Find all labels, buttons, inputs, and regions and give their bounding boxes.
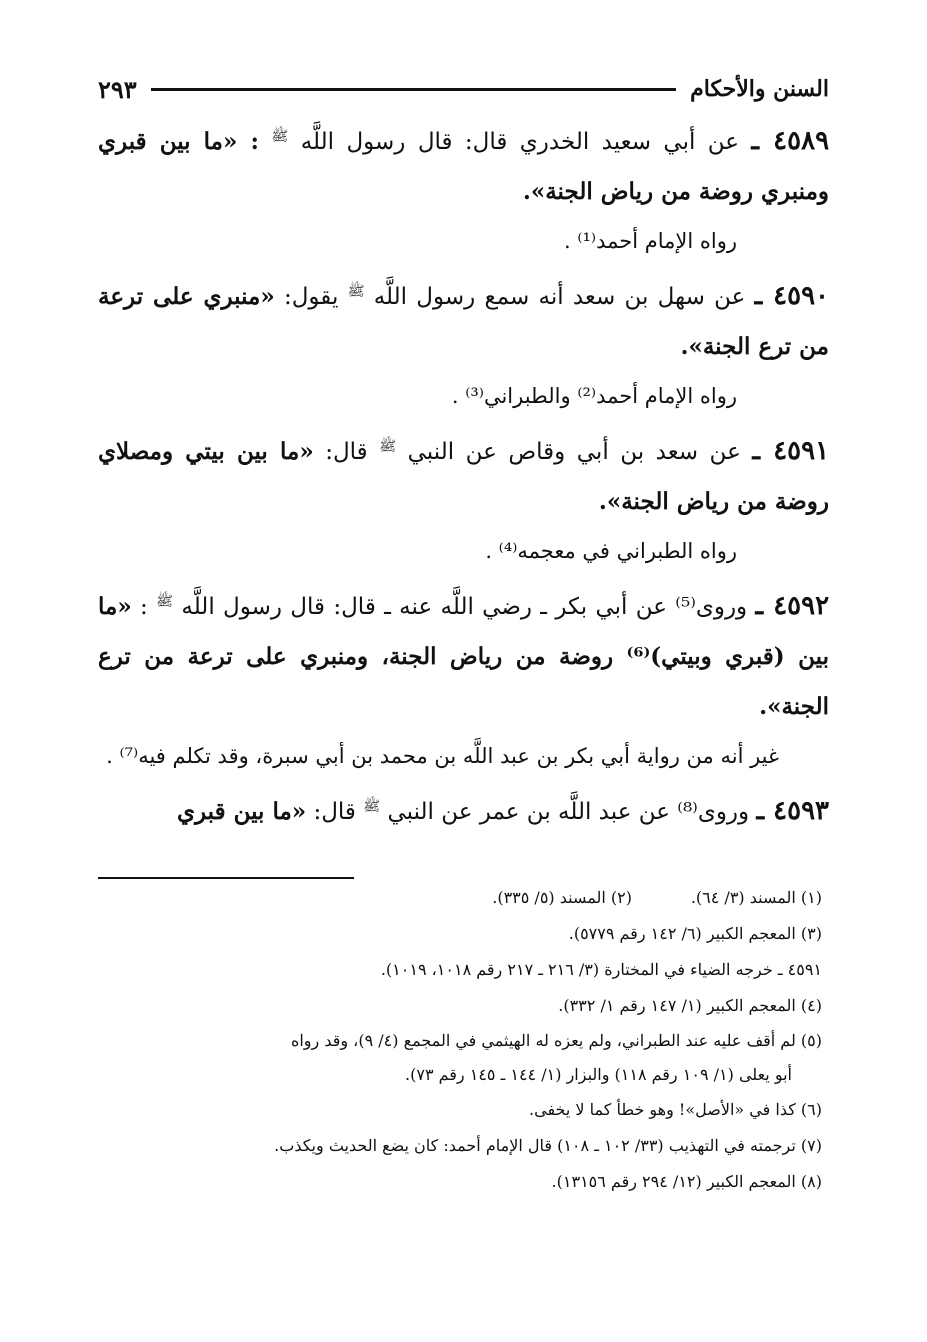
footnote-row xyxy=(98,880,822,916)
page-body xyxy=(98,116,829,843)
salutation-glyph: ﷺ xyxy=(156,593,174,610)
hadith-intro-after: يقول: xyxy=(283,284,339,310)
footnote-separator xyxy=(98,877,354,879)
header-rule xyxy=(151,88,676,91)
footnote-2: (٢) المسند (٥/ ٣٣٥). xyxy=(492,888,632,907)
salutation-glyph: ﷺ xyxy=(379,438,397,455)
salutation-glyph: ﷺ xyxy=(347,283,365,300)
hadith-source: رواه الطبراني في معجمه⁽⁴⁾ . xyxy=(485,539,737,563)
chapter-title: السنن والأحكام xyxy=(690,76,829,102)
hadith-intro-after: : xyxy=(140,594,148,620)
hadith-text xyxy=(98,786,829,837)
footnote-6: (٦) كذا في «الأصل»! وهو خطأ كما لا يخفى. xyxy=(529,1100,822,1119)
hadith-4591 xyxy=(98,426,829,575)
page-number: ٢٩٣ xyxy=(98,74,137,104)
hadith-text xyxy=(98,116,829,217)
footnote-5-line1: (٥) لم أقف عليه عند الطبراني، ولم يعزه له الهيثمي في المجمع (٤/ ٩)، وقد رواه xyxy=(290,1031,822,1050)
salutation-glyph: ﷺ xyxy=(363,798,381,815)
hadith-number: ٤٥٩٣ ـ xyxy=(756,796,829,826)
hadith-intro: عن سعد بن أبي وقاص عن النبي xyxy=(407,439,741,465)
footnotes xyxy=(98,880,822,1200)
footnote-4: (٤) المعجم الكبير (١/ ١٤٧ رقم ١/ ٣٣٢). xyxy=(558,996,822,1015)
hadith-source: رواه الإمام أحمد⁽¹⁾ . xyxy=(563,229,737,253)
footnote-4591: ٤٥٩١ ـ خرجه الضياء في المختارة (٣/ ٢١٦ ـ ٢١٧ رقم ١٠١٨، ١٠١٩). xyxy=(380,960,822,979)
footnote-3: (٣) المعجم الكبير (٦/ ١٤٢ رقم ٥٧٧٩). xyxy=(568,924,822,943)
hadith-intro: وروى⁽⁵⁾ عن أبي بكر ـ رضي اللَّه عنه ـ قال: قال رسول اللَّه xyxy=(181,594,748,620)
hadith-intro: وروى⁽⁸⁾ عن عبد اللَّه بن عمر عن النبي xyxy=(387,799,750,825)
hadith-matn: «منبري على ترعة من ترع الجنة». xyxy=(98,283,829,360)
hadith-4592 xyxy=(98,581,829,780)
footnote-7: (٧) ترجمته في التهذيب (٣٣/ ١٠٢ ـ ١٠٨) قال الإمام أحمد: كان يضع الحديث ويكذب. xyxy=(274,1136,822,1155)
hadith-text xyxy=(98,426,829,527)
hadith-text xyxy=(98,581,829,732)
hadith-intro-after: قال: xyxy=(313,799,356,825)
hadith-matn: : «ما بين قبري ومنبري روضة من رياض الجنة». xyxy=(98,128,829,205)
hadith-intro: عن سهل بن سعد أنه سمع رسول اللَّه xyxy=(373,284,746,310)
footnote-1: (١) المسند (٣/ ٦٤). xyxy=(690,888,822,907)
hadith-4589 xyxy=(98,116,829,265)
hadith-intro-after: قال: xyxy=(325,439,368,465)
footnote-5 xyxy=(98,1024,822,1092)
hadith-number: ٤٥٨٩ ـ xyxy=(751,126,830,156)
hadith-matn: «ما بين (قبري وبيتي)⁽⁶⁾ روضة من رياض الجنة، ومنبري على ترعة من ترع الجنة». xyxy=(98,593,829,720)
page-header xyxy=(98,66,829,112)
hadith-matn: «ما بين بيتي ومصلاي روضة من رياض الجنة». xyxy=(98,438,829,515)
hadith-4590 xyxy=(98,271,829,420)
salutation-glyph: ﷺ xyxy=(271,128,289,145)
footnote-5-line2: أبو يعلى (١/ ١٠٩ رقم ١١٨) والبزار (١/ ١٤٤ ـ ١٤٥ رقم ٧٣). xyxy=(405,1065,792,1084)
footnote-8: (٨) المعجم الكبير (١٢/ ٢٩٤ رقم ١٣١٥٦). xyxy=(551,1172,822,1191)
hadith-text xyxy=(98,271,829,372)
hadith-matn: «ما بين قبري xyxy=(176,798,307,825)
hadith-source: رواه الإمام أحمد⁽²⁾ والطبراني⁽³⁾ . xyxy=(451,384,737,408)
hadith-number: ٤٥٩٢ ـ xyxy=(755,591,830,621)
hadith-number: ٤٥٩٠ ـ xyxy=(754,281,829,311)
hadith-number: ٤٥٩١ ـ xyxy=(752,436,830,466)
hadith-intro: عن أبي سعيد الخدري قال: قال رسول اللَّه xyxy=(300,129,739,155)
hadith-comment: غير أنه من رواية أبي بكر بن عبد اللَّه بن محمد بن أبي سبرة، وقد تكلم فيه⁽⁷⁾ . xyxy=(106,744,779,768)
hadith-4593 xyxy=(98,786,829,837)
